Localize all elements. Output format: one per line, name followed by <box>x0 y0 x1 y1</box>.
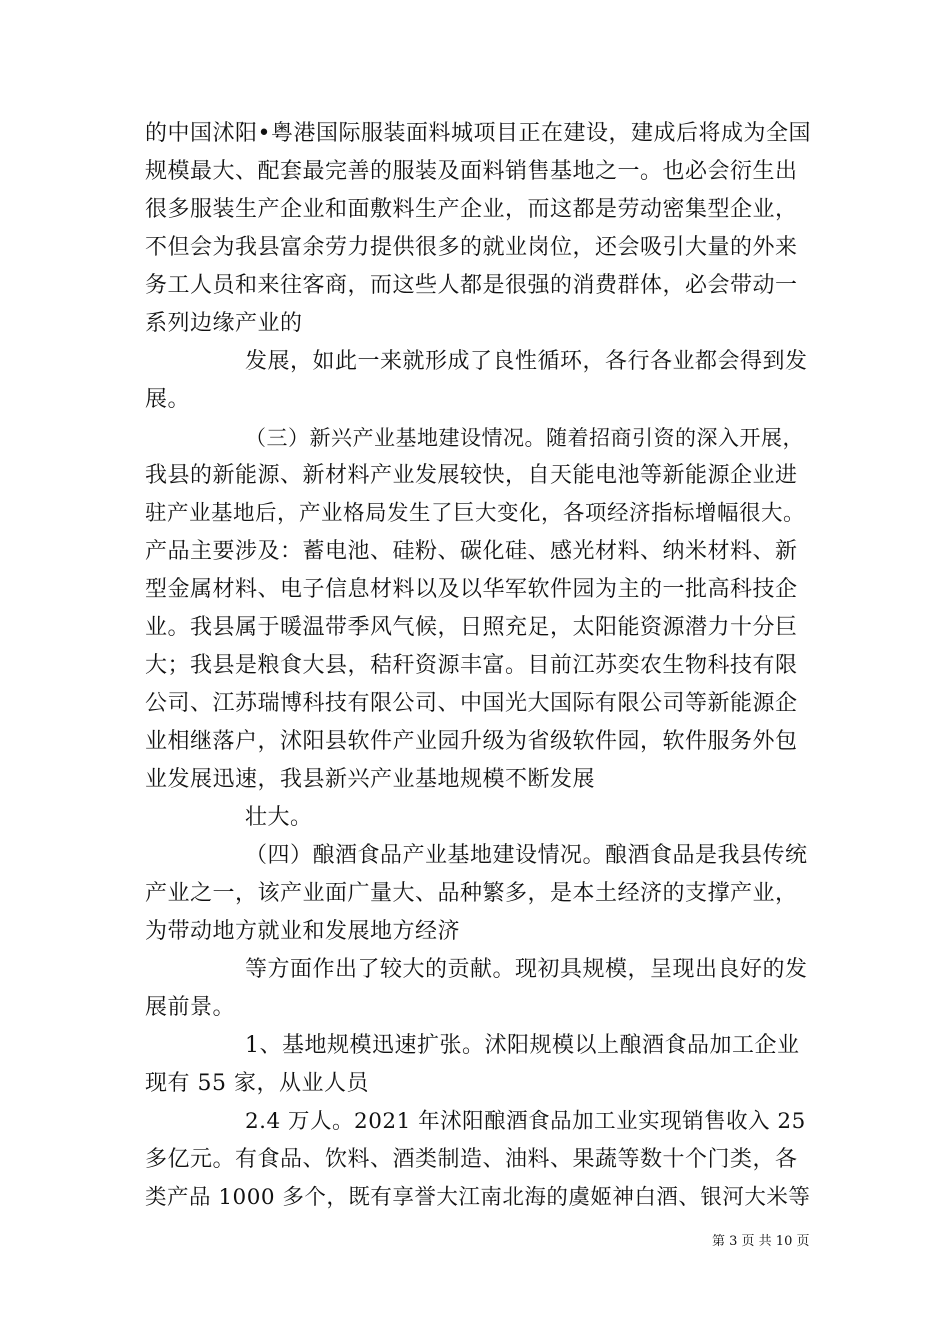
text-line: （三）新兴产业基地建设情况。随着招商引资的深入开展， <box>245 426 804 450</box>
text-line: 我县的新能源、新材料产业发展较快，自天能电池等新能源企业进 <box>145 463 798 488</box>
text-line: 等方面作出了较大的贡献。现初具规模，呈现出良好的发 <box>245 957 808 982</box>
text-line: 规模最大、配套最完善的服装及面料销售基地之一。也必会衍生出 <box>145 159 798 184</box>
text-line: 很多服装生产企业和面敷料生产企业，而这都是劳动密集型企业， <box>145 197 798 222</box>
text-line: 产品主要涉及：蓄电池、硅粉、碳化硅、感光材料、纳米材料、新 <box>145 539 798 564</box>
text-line: 发展，如此一来就形成了良性循环，各行各业都会得到发 <box>245 349 808 374</box>
page-number: 第 3 页 共 10 页 <box>712 1234 810 1249</box>
text-line: 壮大。 <box>245 805 313 830</box>
text-line: 业。我县属于暖温带季风气候，日照充足，太阳能资源潜力十分巨 <box>145 615 798 640</box>
text-line: 业发展迅速，我县新兴产业基地规模不断发展 <box>145 767 596 792</box>
text-line: 类产品 1000 多个，既有享誉大江南北海的虞姬神白酒、银河大米等 <box>145 1185 811 1210</box>
text-line: 务工人员和来往客商，而这些人都是很强的消费群体，必会带动一 <box>145 273 798 298</box>
text-line: 展。 <box>145 387 191 412</box>
text-line: 不但会为我县富余劳力提供很多的就业岗位，还会吸引大量的外来 <box>145 235 798 260</box>
text-line: 展前景。 <box>145 995 236 1020</box>
text-line: 大；我县是粮食大县，秸秆资源丰富。目前江苏奕农生物科技有限 <box>145 653 798 678</box>
text-line: 现有 55 家，从业人员 <box>145 1071 369 1096</box>
text-line: 多亿元。有食品、饮料、酒类制造、油料、果蔬等数十个门类，各 <box>145 1147 798 1172</box>
text-line: 1、基地规模迅速扩张。沭阳规模以上酿酒食品加工企业 <box>245 1033 800 1058</box>
text-line: 的中国沭阳•粤港国际服装面料城项目正在建设，建成后将成为全国 <box>145 121 811 146</box>
text-line: 业相继落户，沭阳县软件产业园升级为省级软件园，软件服务外包 <box>145 729 798 754</box>
text-line: 型金属材料、电子信息材料以及以华军软件园为主的一批高科技企 <box>145 577 798 602</box>
text-line: 为带动地方就业和发展地方经济 <box>145 919 461 944</box>
text-line: （四）酿酒食品产业基地建设情况。酿酒食品是我县传统 <box>245 843 808 868</box>
text-line: 公司、江苏瑞博科技有限公司、中国光大国际有限公司等新能源企 <box>145 691 798 716</box>
text-line: 系列边缘产业的 <box>145 311 303 336</box>
text-line: 2.4 万人。2021 年沭阳酿酒食品加工业实现销售收入 25 <box>245 1109 806 1134</box>
text-line: 产业之一，该产业面广量大、品种繁多，是本土经济的支撑产业， <box>145 881 798 906</box>
text-line: 驻产业基地后，产业格局发生了巨大变化，各项经济指标增幅很大。 <box>145 501 806 526</box>
